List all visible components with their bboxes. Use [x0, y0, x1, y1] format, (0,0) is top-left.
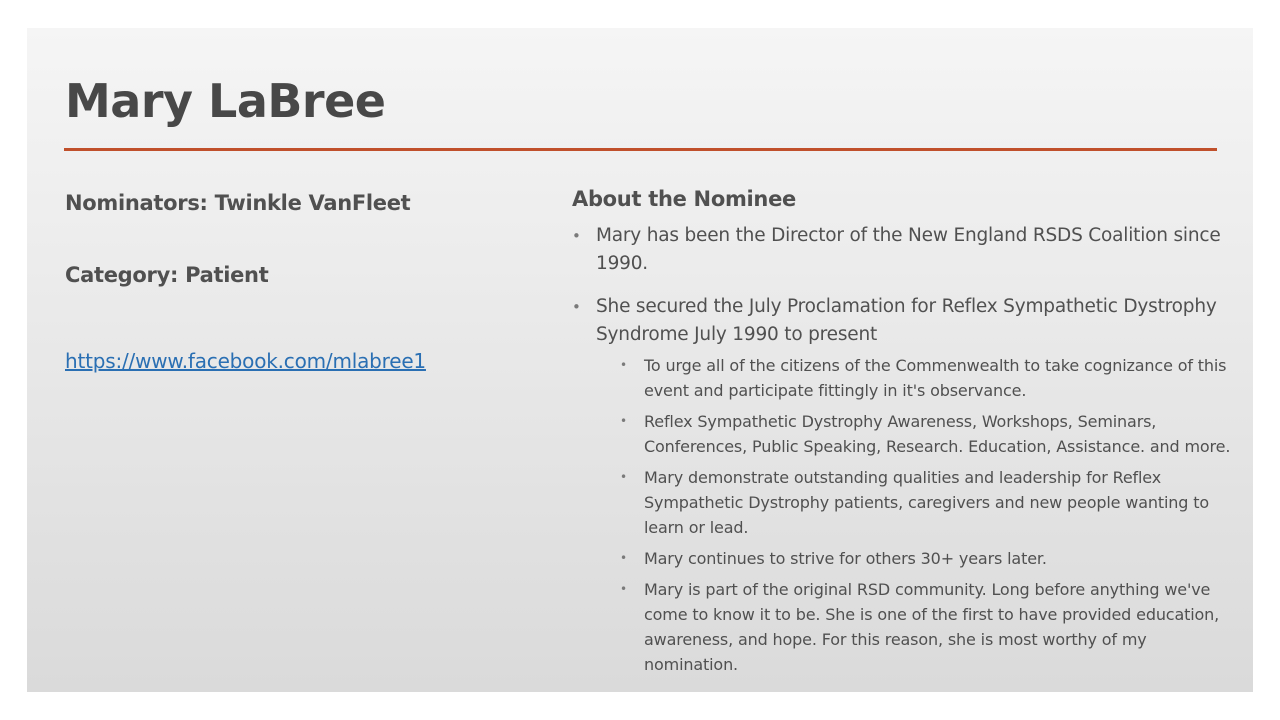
- slide: [27, 28, 1253, 692]
- facebook-link[interactable]: https://www.facebook.com/mlabree1: [65, 349, 426, 373]
- sub-bullet-item: • Reflex Sympathetic Dystrophy Awareness, Workshops, Seminars, Conferences, Public Speaking, Research. Education, Assistance. and more.: [620, 409, 1232, 459]
- sub-bullet-item: • Mary is part of the original RSD community. Long before anything we've come to know it to be. She is one of the first to have provided education, awareness, and hope. For this reason, she is most worthy of my nomination.: [620, 577, 1232, 677]
- sub-bullet-item: • Mary continues to strive for others 30+ years later.: [620, 546, 1232, 571]
- sub-bullet-list: [596, 353, 1232, 677]
- nominee-bullet-list: [572, 222, 1232, 677]
- nominators-label: Nominators: Twinkle VanFleet: [65, 191, 411, 215]
- sub-bullet-item: • Mary demonstrate outstanding qualities and leadership for Reflex Sympathetic Dystrophy patients, caregivers and new people wanting to learn or lead.: [620, 465, 1232, 540]
- category-label: Category: Patient: [65, 263, 269, 287]
- about-heading: About the Nominee: [572, 187, 796, 211]
- slide-title: Mary LaBree: [65, 74, 386, 128]
- sub-bullet-item: • To urge all of the citizens of the Commenwealth to take cognizance of this event and participate fittingly in it's observance.: [620, 353, 1232, 403]
- bullet-text: She secured the July Proclamation for Reflex Sympathetic Dystrophy Syndrome July 1990 to present: [596, 296, 1217, 345]
- title-divider: [64, 148, 1217, 151]
- bullet-item: [572, 293, 1232, 677]
- bullet-item: • Mary has been the Director of the New England RSDS Coalition since 1990.: [572, 222, 1232, 278]
